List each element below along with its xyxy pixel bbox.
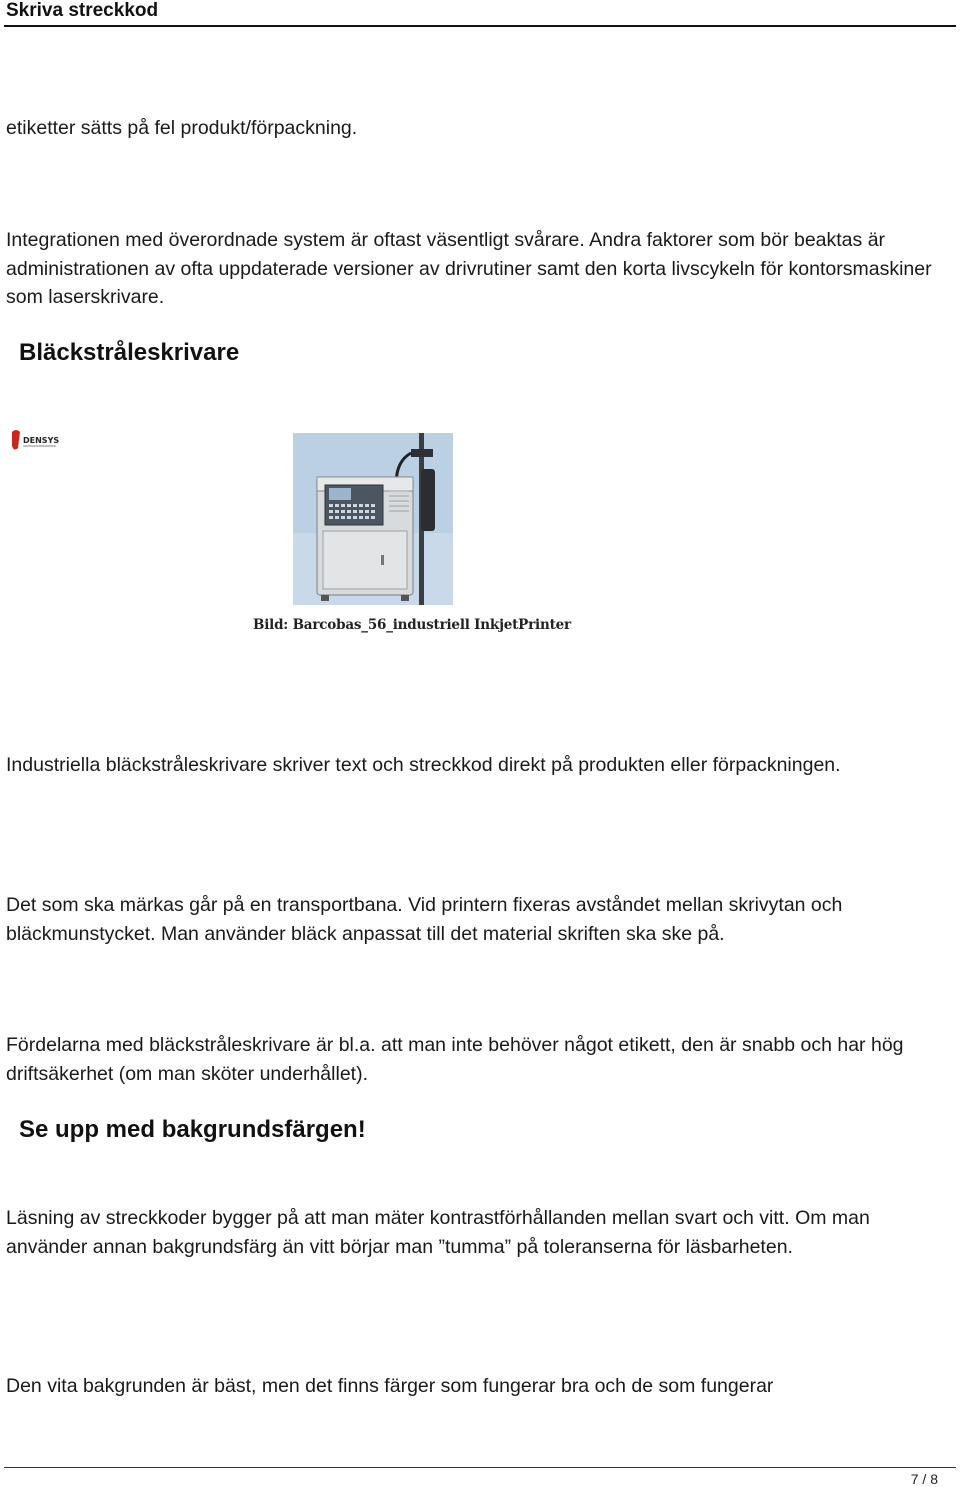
document-header-title: Skriva streckkod — [6, 0, 159, 21]
heading-background-color: Se upp med bakgrundsfärgen! — [19, 1116, 366, 1143]
paragraph-5: Fördelarna med bläckstråleskrivare är bl.a. att man inte behöver något etikett, den är snabb och har hög driftsäkerhet (om man sköter underhållet). — [6, 1034, 904, 1085]
page-number: 7 / 8 — [910, 1471, 938, 1487]
header-divider — [4, 25, 956, 27]
figure-caption: Bild: Barcobas_56_industriell InkjetPrinter — [253, 617, 571, 633]
inkjet-printer-photo — [293, 433, 453, 610]
footer-divider — [4, 1467, 956, 1468]
paragraph-3: Industriella bläckstråleskrivare skriver text och streckkod direkt på produkten eller förpackningen. — [6, 754, 841, 776]
densys-logo — [10, 428, 60, 459]
heading-inkjet-printers: Bläckstråleskrivare — [19, 339, 240, 366]
paragraph-6: Läsning av streckkoder bygger på att man mäter kontrastförhållanden mellan svart och vitt. Om man använder annan bakgrundsfärg än vitt börjar man ”tumma” på toleranserna för läsbarheten. — [6, 1207, 870, 1258]
svg-text:DENSYS: DENSYS — [23, 436, 60, 445]
printer-figure — [0, 420, 600, 650]
paragraph-1: etiketter sätts på fel produkt/förpackning. — [6, 117, 358, 139]
paragraph-4: Det som ska märkas går på en transportbana. Vid printern fixeras avståndet mellan skrivytan och bläckmunstycket. Man använder bläck anpassat till det material skriften ska ske på. — [6, 894, 843, 945]
paragraph-2: Integrationen med överordnade system är oftast väsentligt svårare. Andra faktorer som bör beaktas är administrationen av ofta uppdaterade versioner av drivrutiner samt den korta livscykeln för kontorsmaskiner som laserskrivare. — [6, 229, 932, 308]
paragraph-7: Den vita bakgrunden är bäst, men det finns färger som fungerar bra och de som fungerar — [6, 1375, 774, 1397]
